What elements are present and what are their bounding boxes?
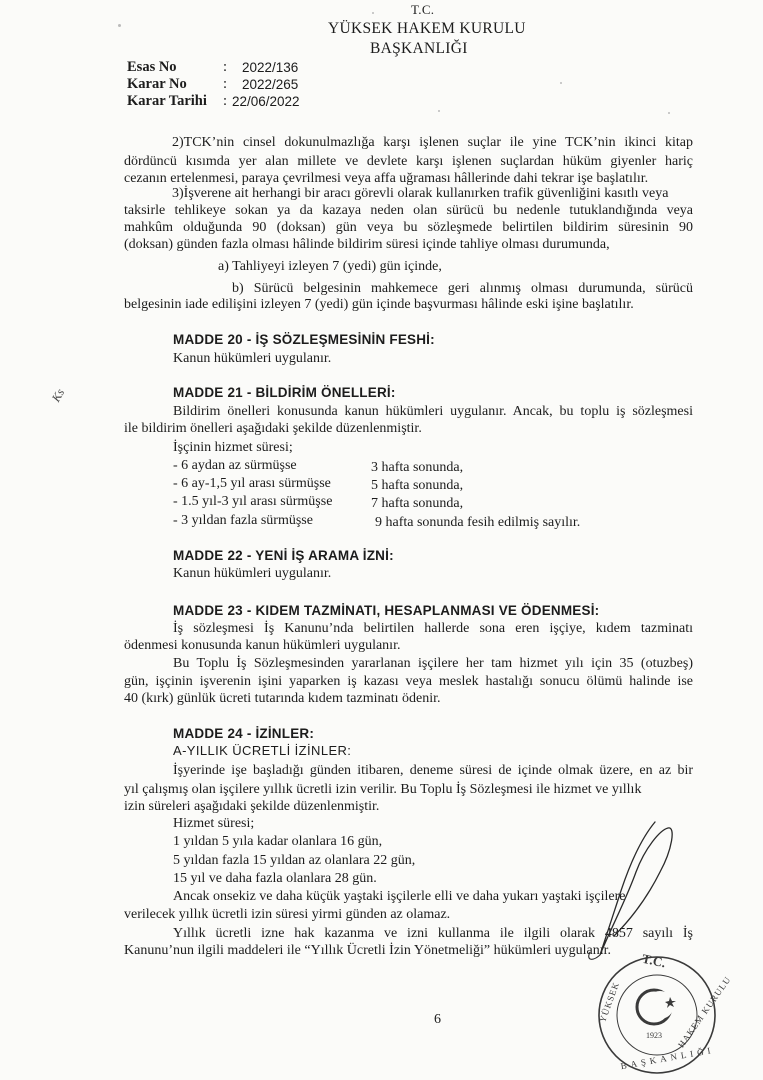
notice-duration: 7 hafta sonunda, [371, 496, 464, 511]
madde24-line6: 5 yıldan fazla 15 yıldan az olanlara 22 gün, [173, 853, 416, 868]
madde24-line5: 1 yıldan 5 yıla kadar olanlara 16 gün, [173, 834, 383, 849]
notice-period: - 6 aydan az sürmüşse [173, 458, 297, 473]
madde24-subtitle: A-YILLIK ÜCRETLİ İZİNLER: [173, 743, 352, 758]
notice-duration: 3 hafta sonunda, [371, 460, 464, 475]
scan-speck [372, 12, 374, 14]
madde24-line3: izin süreleri aşağıdaki şekilde düzenlenmiştir. [124, 799, 380, 814]
page-number: 6 [434, 1012, 441, 1027]
notice-duration: 5 hafta sonunda, [371, 478, 464, 493]
seal-ring-right: HAKEM KURULU [675, 974, 733, 1050]
notice-period: - 6 ay-1,5 yıl arası sürmüşse [173, 476, 331, 491]
meta-colon: : [223, 93, 228, 109]
intro-item-b-line1: b) Sürücü belgesinin mahkemece geri alınmış olması durumunda, sürücü [232, 281, 693, 296]
meta-label-karar: Karar No [127, 76, 187, 92]
seal-year: 1923 [646, 1031, 662, 1040]
madde24-line4: Hizmet süresi; [173, 816, 255, 831]
madde23-line2: ödenmesi konusunda kanun hükümleri uygulanır. [124, 638, 401, 653]
intro-item-a: a) Tahliyeyi izleyen 7 (yedi) gün içinde, [218, 259, 442, 274]
meta-value-esas: 2022/136 [242, 60, 299, 75]
intro-item-b-line2: belgesinin iade edilişini izleyen 7 (yedi) gün içinde başvurması hâlinde eski işine başlatılır. [124, 297, 634, 312]
madde23-title: MADDE 23 - KIDEM TAZMİNATI, HESAPLANMASI VE ÖDENMESİ: [173, 603, 600, 618]
madde23-line3: Bu Toplu İş Sözleşmesinden yararlanan işçilere her tam hizmet yılı için 35 (otuzbeş) [173, 656, 693, 671]
notice-period: - 1.5 yıl-3 yıl arası sürmüşse [173, 494, 333, 509]
intro-p3-line3: mahkûm olduğunda 90 (doksan) gün veya bu sözleşmede belirtilen bildirim süresinin 90 [124, 220, 693, 235]
margin-mark: Ks [48, 386, 68, 405]
intro-p3-line1: 3)İşverene ait herhangi bir aracı görevli olarak kullanırken trafik güvenliğini kasıtlı veya [172, 186, 669, 201]
scan-speck [438, 110, 440, 112]
meta-label-esas: Esas No [127, 59, 177, 75]
madde23-line4: gün, işçinin işverenin işini yaparken iş kazası veya meslek hastalığı sonucu ölümü halinde ise [124, 674, 693, 689]
official-seal [590, 945, 733, 1080]
madde24-title: MADDE 24 - İZİNLER: [173, 726, 315, 741]
madde24-line9: verilecek yıllık ücretli izin süresi yirmi günden az olamaz. [124, 907, 451, 922]
header-org-line1: YÜKSEK HAKEM KURULU [328, 20, 526, 37]
madde24-line10: Yıllık ücretli izne hak kazanma ve izni kullanma ile ilgili olarak 4857 sayılı İş [173, 926, 693, 941]
madde23-line1: İş sözleşmesi İş Kanunu’nda belirtilen hallerde sona eren işçiye, kıdem tazminatı [173, 621, 693, 636]
intro-p3-line2: taksirle tehlikeye sokan ya da kazaya neden olan sürücü bu nedenle tutuklandığında veya [124, 203, 693, 218]
seal-ring-bottom: BAŞKANLIĞI [619, 1044, 716, 1072]
meta-colon: : [223, 59, 228, 75]
madde21-line3: İşçinin hizmet süresi; [173, 440, 293, 455]
header-org-line2: BAŞKANLIĞI [370, 40, 468, 57]
madde24-line7: 15 yıl ve daha fazla olanlara 28 gün. [173, 871, 377, 886]
meta-label-tarih: Karar Tarihi [127, 93, 207, 109]
madde24-line8: Ancak onsekiz ve daha küçük yaştaki işçilerle elli ve daha yukarı yaştaki işçilere [173, 889, 626, 904]
scan-speck [560, 82, 562, 84]
madde24-line11: Kanunu’nun ilgili maddeleri ile “Yıllık Ücretli İzin Yönetmeliği” hükümleri uygulanır. [124, 943, 612, 958]
seal-ring-left: YÜKSEK [597, 980, 622, 1024]
intro-p2-line2: dördüncü kısımda yer alan millete ve devlete karşı işlenen suçlardan hüküm giyenler hariç [124, 154, 693, 169]
intro-p3-line4: (doksan) günden fazla olması hâlinde bildirim süresi içinde tahliye olması durumunda, [124, 237, 610, 252]
intro-p2-line3: cezanın ertelenmesi, paraya çevrilmesi veya affa uğraması hâllerinde dahi tekrar işe başlatılır. [124, 171, 649, 186]
scan-speck [668, 112, 670, 114]
header-tc: T.C. [411, 2, 435, 17]
madde22-title: MADDE 22 - YENİ İŞ ARAMA İZNİ: [173, 548, 394, 563]
madde20-text: Kanun hükümleri uygulanır. [173, 351, 332, 366]
seal-top-text: T.C. [640, 950, 668, 971]
scan-speck [118, 24, 121, 27]
notice-duration: 9 hafta sonunda fesih edilmiş sayılır. [375, 515, 581, 530]
notice-period: - 3 yıldan fazla sürmüşse [173, 513, 313, 528]
madde22-text: Kanun hükümleri uygulanır. [173, 566, 332, 581]
intro-p2-line1: 2)TCK’nin cinsel dokunulmazlığa karşı işlenen suçlar ile yine TCK’nin ikinci kitap [172, 135, 693, 150]
madde21-line2: ile bildirim önelleri aşağıdaki şekilde düzenlenmiştir. [124, 421, 422, 436]
meta-value-tarih: 22/06/2022 [232, 94, 300, 109]
meta-value-karar: 2022/265 [242, 77, 299, 92]
madde21-line1: Bildirim önelleri konusunda kanun hükümleri uygulanır. Ancak, bu toplu iş sözleşmesi [173, 404, 693, 419]
madde23-line5: 40 (kırk) günlük ücreti tutarında kıdem tazminatı ödenir. [124, 691, 441, 706]
madde24-line2: yıl çalışmış olan işçilere yıllık ücretli izin verilir. Bu Toplu İş Sözleşmesi ile hizmet ve yıllık [124, 782, 642, 797]
madde21-title: MADDE 21 - BİLDİRİM ÖNELLERİ: [173, 385, 396, 400]
madde24-line1: İşyerinde işe başladığı günden itibaren, deneme süresi de içinde olmak üzere, en az bir [173, 763, 693, 778]
meta-colon: : [223, 76, 228, 92]
madde20-title: MADDE 20 - İŞ SÖZLEŞMESİNİN FESHİ: [173, 332, 435, 347]
